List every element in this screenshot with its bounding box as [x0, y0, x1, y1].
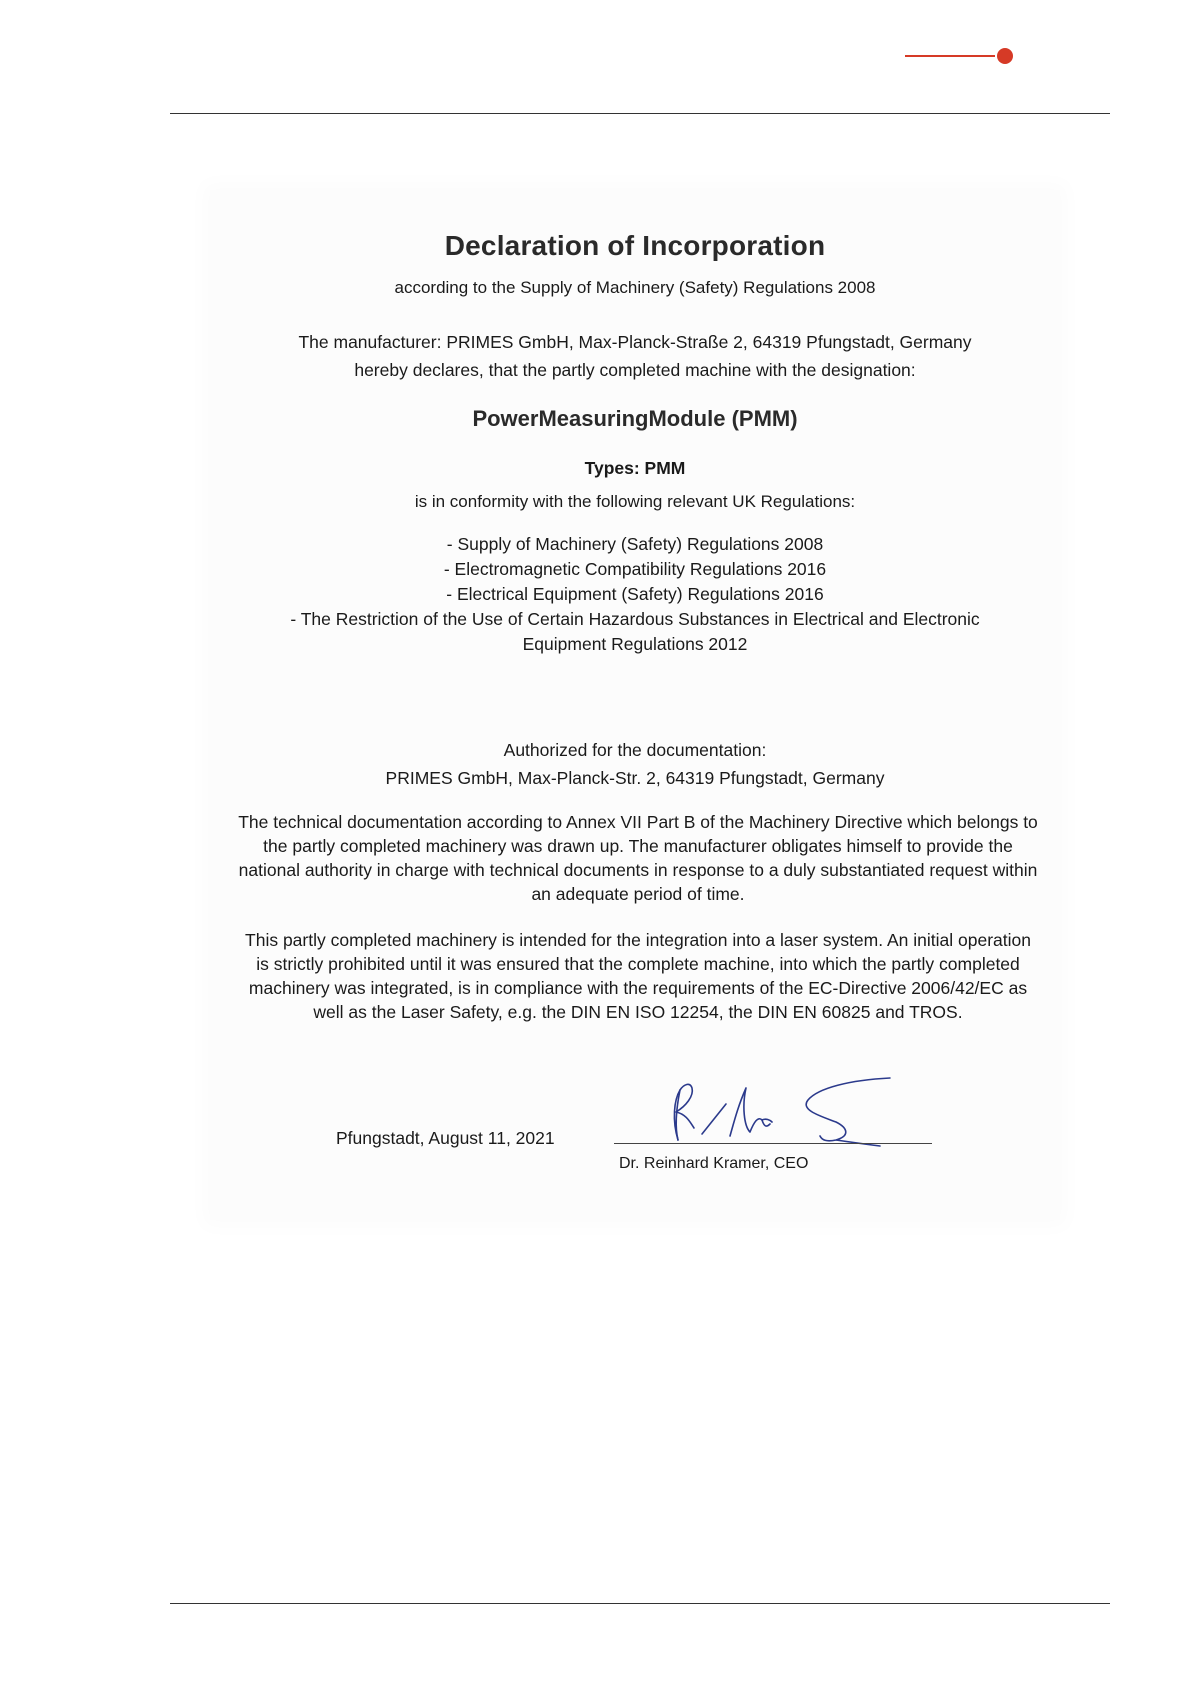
manufacturer-line: The manufacturer: PRIMES GmbH, Max-Planck-Straße 2, 64319 Pfungstadt, Germany [298, 332, 972, 352]
header-rule [170, 113, 1110, 114]
documentation-paragraph: The technical documentation according to Annex VII Part B of the Machinery Directive which belongs to the partly completed machinery was drawn up. The manufacturer obligates himself to provide the national authority in charge with technical documents in response to a duly substantiated request within an adequate period of time. [238, 812, 1038, 904]
document-title: Declaration of Incorporation [444, 230, 826, 261]
regulation-item: - Electromagnetic Compatibility Regulations 2016 [443, 559, 827, 579]
place-date: Pfungstadt, August 11, 2021 [336, 1128, 555, 1148]
manufacturer-statement [210, 328, 1060, 384]
footer-rule [170, 1603, 1110, 1604]
regulation-item: - Supply of Machinery (Safety) Regulations 2008 [446, 534, 824, 554]
header-accent-dot [997, 48, 1013, 64]
signature-line [614, 1143, 932, 1144]
product-name: PowerMeasuringModule (PMM) [472, 406, 798, 431]
authorized-block [210, 736, 1060, 792]
document-subtitle: according to the Supply of Machinery (Safety) Regulations 2008 [394, 278, 876, 297]
authorized-address: PRIMES GmbH, Max-Planck-Str. 2, 64319 Pfungstadt, Germany [385, 768, 885, 788]
regulation-item: - Electrical Equipment (Safety) Regulations 2016 [446, 584, 824, 604]
regulations-list [260, 532, 1010, 657]
signer-name: Dr. Reinhard Kramer, CEO [619, 1155, 809, 1172]
declaration-document [210, 190, 1060, 1220]
signature-image [650, 1070, 960, 1160]
integration-paragraph: This partly completed machinery is intended for the integration into a laser system. An initial operation is strictly prohibited until it was ensured that the complete machine, into which the partly completed machinery was integrated, is in compliance with the requirements of the EC-Directive 2006/42/EC as well as the Laser Safety, e.g. the DIN EN ISO 12254, the DIN EN 60825 and TROS. [245, 930, 1031, 1022]
conformity-line: is in conformity with the following relevant UK Regulations: [414, 492, 856, 511]
product-types: Types: PMM [584, 458, 686, 478]
header-accent-line [905, 55, 995, 57]
declares-line: hereby declares, that the partly completed machine with the designation: [354, 360, 916, 380]
regulation-item: - The Restriction of the Use of Certain Hazardous Substances in Electrical and Electronic Equipment Regulations 2012 [290, 609, 980, 654]
authorized-label: Authorized for the documentation: [503, 740, 767, 760]
